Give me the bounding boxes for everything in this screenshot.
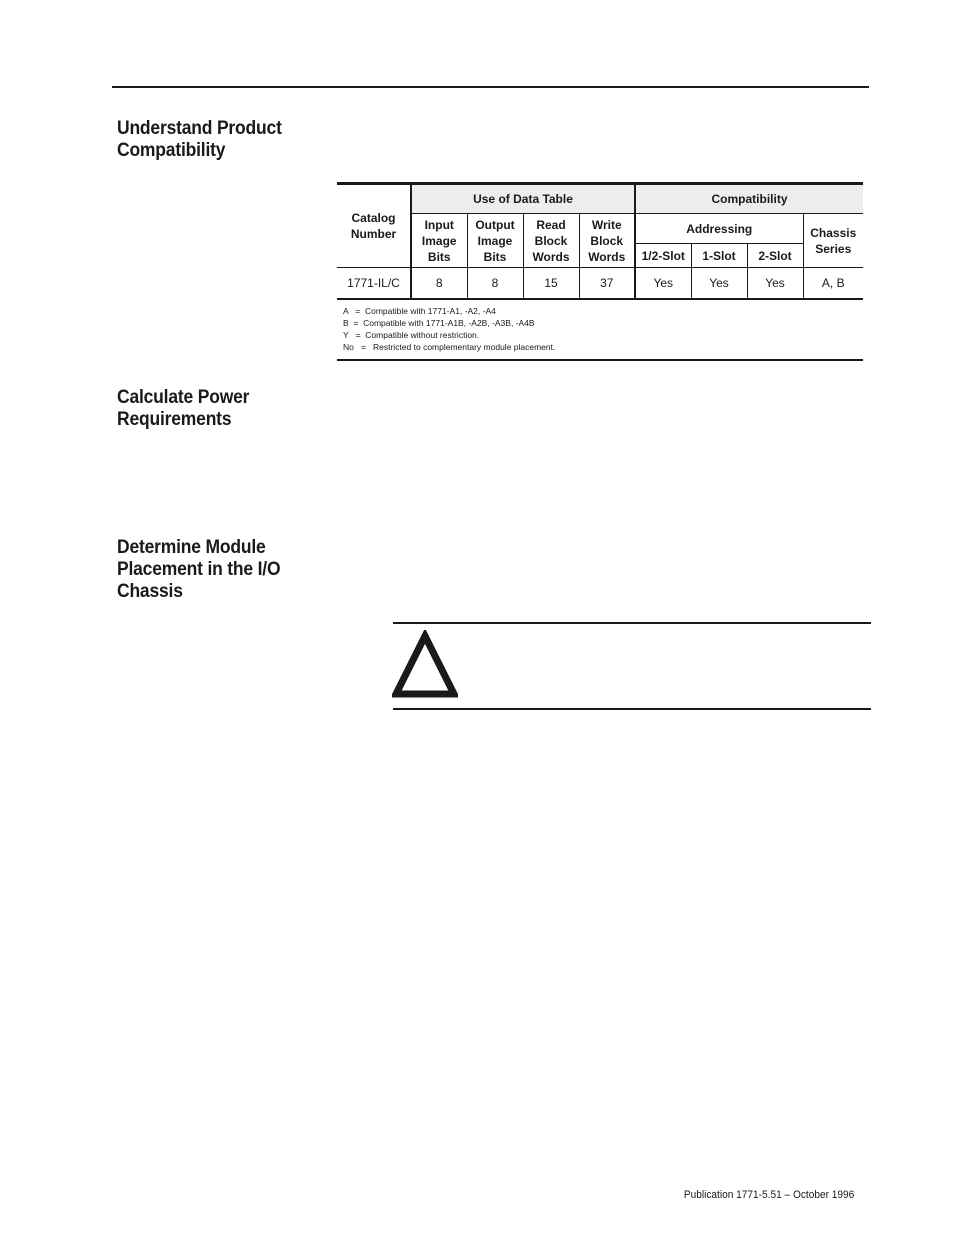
note-b: B = Compatible with 1771-A1B, -A2B, -A3B, -A4B — [343, 318, 535, 328]
output-cell: 8 — [467, 268, 523, 300]
series-cell: A, B — [803, 268, 863, 300]
output-image-bits-header: Output Image Bits — [467, 214, 523, 268]
warning-bottom-rule — [393, 708, 871, 710]
warning-triangle-icon — [392, 630, 458, 698]
note-y: Y = Compatible without restriction. — [343, 330, 480, 340]
publication-footer: Publication 1771-5.51 – October 1996 — [683, 1189, 854, 1201]
write-cell: 37 — [579, 268, 635, 300]
section-heading-compatibility: Understand Product Compatibility — [117, 118, 282, 161]
table-notes — [337, 300, 863, 361]
read-block-words-header: Read Block Words — [523, 214, 579, 268]
one-slot-cell: Yes — [691, 268, 747, 300]
half-slot-header: 1/2-Slot — [635, 244, 691, 268]
write-block-words-header: Write Block Words — [579, 214, 635, 268]
addressing-header: Addressing — [635, 214, 803, 244]
table-row — [337, 268, 863, 300]
input-cell: 8 — [411, 268, 467, 300]
chassis-series-header: Chassis Series — [803, 214, 863, 268]
section-heading-placement: Determine Module Placement in the I/O Chassis — [117, 537, 281, 602]
note-no: No = Restricted to complementary module placement. — [343, 342, 556, 352]
compatibility-header: Compatibility — [635, 184, 863, 214]
two-slot-cell: Yes — [747, 268, 803, 300]
read-cell: 15 — [523, 268, 579, 300]
two-slot-header: 2-Slot — [747, 244, 803, 268]
catalog-number-header: Catalog Number — [337, 184, 411, 268]
warning-top-rule — [393, 622, 871, 624]
use-of-data-table-header: Use of Data Table — [411, 184, 635, 214]
compatibility-table — [337, 182, 863, 361]
half-slot-cell: Yes — [635, 268, 691, 300]
catalog-cell: 1771-IL/C — [337, 268, 411, 300]
input-image-bits-header: Input Image Bits — [411, 214, 467, 268]
note-a: A = Compatible with 1771-A1, -A2, -A4 — [343, 306, 496, 316]
section-heading-power: Calculate Power Requirements — [117, 387, 250, 430]
one-slot-header: 1-Slot — [691, 244, 747, 268]
top-rule — [112, 86, 869, 88]
